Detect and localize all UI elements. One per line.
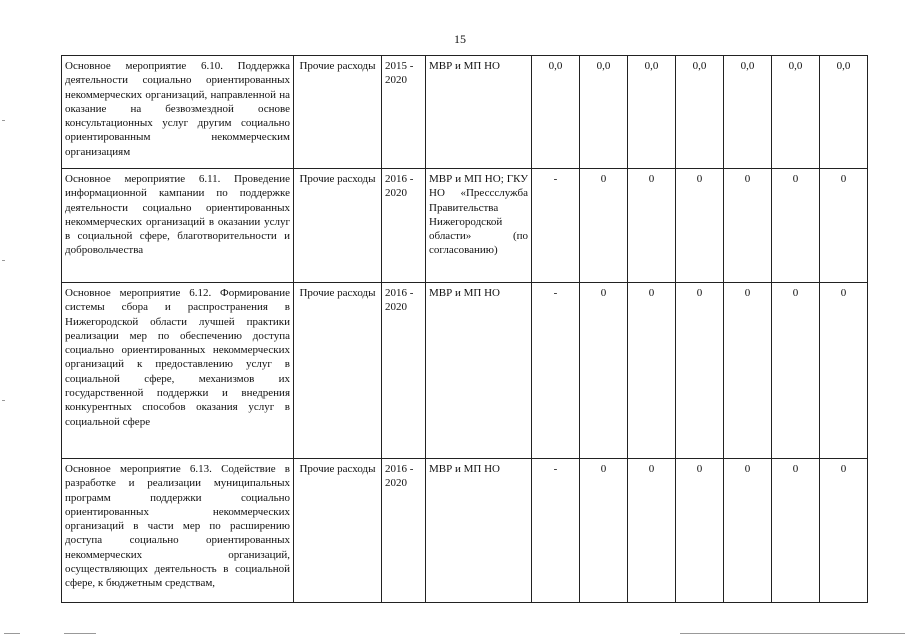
activity-name-cell: Основное мероприятие 6.12. Формирование системы сбора и распространения в Нижегородской области лучшей практики реализации мер по обеспечению доступа социально ориентированных некоммерческих организаций к предоставлению услуг в социальной сфере, механизмов их государственной поддержки и внедрения конкурентных способов оказания услуг в социальной сфере	[62, 283, 294, 459]
table-row	[62, 283, 868, 459]
value-cell: 0	[820, 169, 868, 283]
value-cell: 0	[772, 283, 820, 459]
value-cell: 0	[724, 169, 772, 283]
period-cell: 2016 - 2020	[382, 283, 426, 459]
margin-tick-mark	[2, 120, 5, 121]
value-cell: 0,0	[676, 56, 724, 169]
table-row	[62, 169, 868, 283]
value-cell: -	[532, 459, 580, 603]
value-cell: 0	[724, 459, 772, 603]
value-cell: 0	[628, 459, 676, 603]
margin-tick-mark	[2, 400, 5, 401]
expense-type-cell: Прочие расходы	[294, 56, 382, 169]
value-cell: 0,0	[580, 56, 628, 169]
value-cell: -	[532, 283, 580, 459]
value-cell: 0,0	[628, 56, 676, 169]
bottom-left-trim-line	[64, 633, 96, 634]
period-cell: 2016 - 2020	[382, 459, 426, 603]
activity-name-cell: Основное мероприятие 6.11. Проведение информационной кампании по поддержке деятельности социально ориентированных некоммерческих организаций в оказании услуг в социальной сфере, благотворительности и добровольчества	[62, 169, 294, 283]
expense-type-cell: Прочие расходы	[294, 169, 382, 283]
value-cell: 0,0	[772, 56, 820, 169]
value-cell: 0	[628, 169, 676, 283]
value-cell: 0	[820, 283, 868, 459]
period-cell: 2015 - 2020	[382, 56, 426, 169]
value-cell: 0	[676, 283, 724, 459]
value-cell: 0,0	[820, 56, 868, 169]
activity-name-cell: Основное мероприятие 6.13. Содействие в разработке и реализации муниципальных программ поддержки социально ориентированных некоммерческих организаций в части мер по расширению доступа социально ориентированных некоммерческих организаций, осуществляющих деятельность в социальной сфере, к бюджетным средствам,	[62, 459, 294, 603]
expense-type-cell: Прочие расходы	[294, 459, 382, 603]
executor-cell: МВР и МП НО; ГКУ НО «Прессслужба Правительства Нижегородской области» (по согласованию)	[426, 169, 532, 283]
expense-type-cell: Прочие расходы	[294, 283, 382, 459]
bottom-right-trim-line	[680, 633, 905, 634]
value-cell: 0	[676, 169, 724, 283]
value-cell: 0,0	[724, 56, 772, 169]
table-row	[62, 459, 868, 603]
margin-tick-mark	[2, 260, 5, 261]
value-cell: 0	[580, 459, 628, 603]
activity-name-cell: Основное мероприятие 6.10. Поддержка деятельности социально ориентированных некоммерческих организаций, направленной на оказание на безвозмездной основе консультационных услуг другим социально ориентированным некоммерческим организациям	[62, 56, 294, 169]
value-cell: 0,0	[532, 56, 580, 169]
period-cell: 2016 - 2020	[382, 169, 426, 283]
value-cell: 0	[628, 283, 676, 459]
executor-cell: МВР и МП НО	[426, 56, 532, 169]
value-cell: -	[532, 169, 580, 283]
program-budget-table	[61, 55, 868, 603]
value-cell: 0	[580, 283, 628, 459]
executor-cell: МВР и МП НО	[426, 459, 532, 603]
value-cell: 0	[820, 459, 868, 603]
value-cell: 0	[580, 169, 628, 283]
bottom-left-trim-line	[4, 633, 20, 634]
table-row	[62, 56, 868, 169]
page-number: 15	[454, 32, 466, 46]
value-cell: 0	[676, 459, 724, 603]
value-cell: 0	[772, 169, 820, 283]
executor-cell: МВР и МП НО	[426, 283, 532, 459]
value-cell: 0	[772, 459, 820, 603]
value-cell: 0	[724, 283, 772, 459]
